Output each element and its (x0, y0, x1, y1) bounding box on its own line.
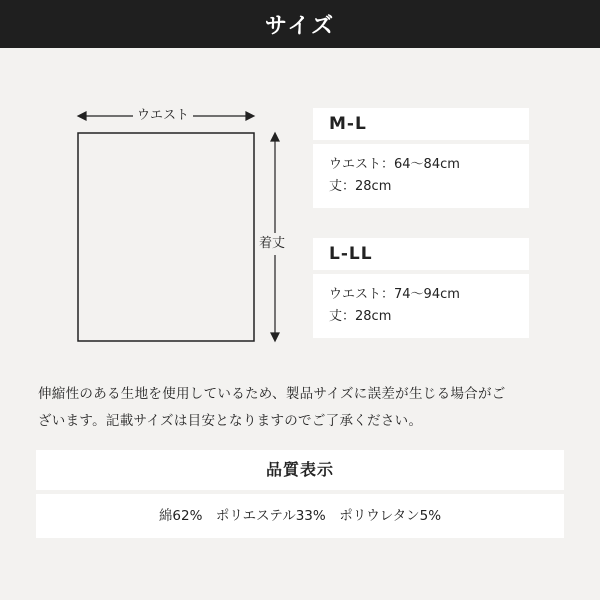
page-header (0, 0, 600, 48)
note-line-1: 伸縮性のある生地を使用しているため、製品サイズに誤差が生じる場合がご (38, 386, 506, 402)
quality-composition: 綿62% ポリエステル33% ポリウレタン5% (36, 494, 564, 538)
size-note (38, 381, 568, 435)
size-details (313, 144, 529, 208)
note-line-2: ざいます。記載サイズは目安となりますのでご了承ください。 (38, 413, 423, 429)
size-waist: ウエスト：64〜84cm (329, 157, 460, 172)
length-label: 着丈 (257, 233, 287, 255)
quality-title: 品質表示 (36, 450, 564, 490)
size-name: M-L (313, 108, 529, 140)
page-title: サイズ (264, 13, 336, 39)
size-card-l-ll (313, 238, 529, 338)
size-details (313, 274, 529, 338)
size-waist: ウエスト：74〜94cm (329, 287, 460, 302)
size-card-m-l (313, 108, 529, 208)
waist-label: ウエスト (133, 108, 193, 124)
size-length: 丈：28cm (329, 309, 392, 324)
size-name: L-LL (313, 238, 529, 270)
size-length: 丈：28cm (329, 179, 392, 194)
garment-outline (78, 133, 254, 341)
